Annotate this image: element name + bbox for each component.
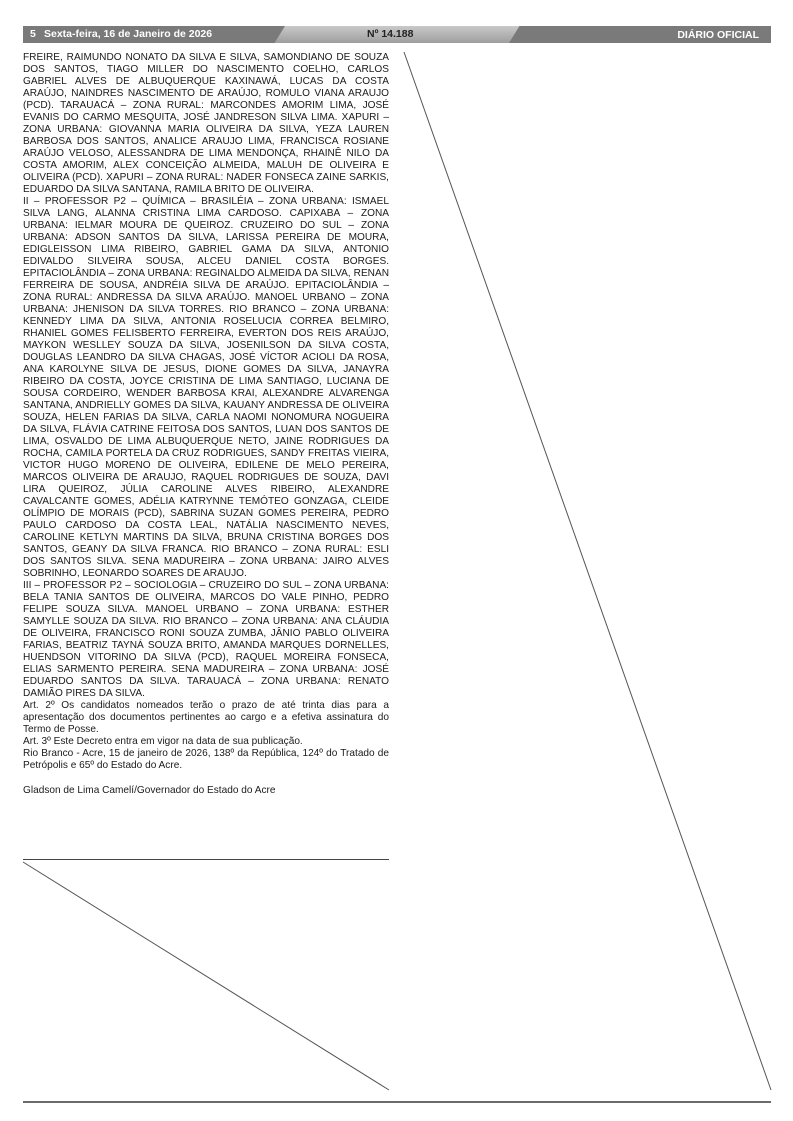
decree-text-column	[23, 52, 389, 797]
article-3: Art. 3º Este Decreto entra em vigor na data de sua publicação.	[23, 736, 303, 747]
signature-line: Gladson de Lima Camelí/Governador do Estado do Acre	[23, 785, 276, 796]
footer-rule	[23, 1101, 771, 1103]
column-end-rule	[23, 859, 389, 860]
left-column-strikeout-line	[23, 862, 389, 1090]
page-number: 5	[30, 28, 36, 40]
section-iii-sociologia: III – PROFESSOR P2 – SOCIOLOGIA – CRUZEIRO DO SUL – ZONA URBANA: BELA TANIA SANTOS DE OLIVEIRA, MARCOS DO VALE PINHO, PEDRO FELIPE SOUZA SILVA. MANOEL URBANO – ZONA URBANA: ESTHER SAMYLLE SOUZA DA SILVA. RIO BRANCO – ZONA URBANA: ANA CLÁUDIA DE OLIVEIRA, FRANCISCO RONI SOUZA ZUMBA, JÂNIO PABLO OLIVEIRA FARIAS, BEATRIZ TAYNÁ SOUZA BRITO, AMANDA MARQUES DORNELLES, HUENDSON VITORINO DA SILVA (PCD), RAQUEL MOREIRA FONSECA, ELIAS SARMENTO PEREIRA. SENA MADUREIRA – ZONA URBANA: JOSÉ EDUARDO SANTOS DA SILVA. TARAUACÁ – ZONA URBANA: RENATO DAMIÃO PIRES DA SILVA.	[23, 580, 389, 699]
issue-number: Nº 14.188	[367, 28, 414, 40]
article-2: Art. 2º Os candidatos nomeados terão o prazo de até trinta dias para a apresentação dos documentos pertinentes ao cargo e a efetiva assinatura do Termo de Posse.	[23, 700, 389, 735]
section-ii-quimica: II – PROFESSOR P2 – QUÍMICA – BRASILÉIA – ZONA URBANA: ISMAEL SILVA LANG, ALANNA CRISTINA LIMA CARDOSO. CAPIXABA – ZONA URBANA: IELMAR MOURA DE QUEIROZ. CRUZEIRO DO SUL – ZONA URBANA: ADSON SANTOS DA SILVA, LARISSA PEREIRA DE MOURA, EDIGLEISSON LIMA RIBEIRO, GABRIEL GAMA DA SILVA, ANTONIO EDIVALDO SILVEIRA SOUSA, ALCEU DANIEL COSTA BORGES. EPITACIOLÂNDIA – ZONA URBANA: REGINALDO ALMEIDA DA SILVA, RENAN FERREIRA DE SOUSA, ANDRÉIA SILVA DE ARAÚJO. EPITACIOLÂNDIA – ZONA RURAL: ANDRESSA DA SILVA ARAÚJO. MANOEL URBANO – ZONA URBANA: JHENISON DA SILVA TORRES. RIO BRANCO – ZONA URBANA: KENNEDY LIMA DA SILVA, ANTONIA ROSELUCIA CORREA BELMIRO, RHANIEL GOMES FELISBERTO FERREIRA, EVERTON DOS REIS ARAÚJO, MAYKON WESLLEY SOUZA DA SILVA, JOSENILSON DA SILVA COSTA, DOUGLAS LEANDRO DA SILVA CHAGAS, JOSÉ VÍCTOR ACIOLI DA ROSA, ANA KAROLYNE SILVA DE JESUS, DIONE GOMES DA SILVA, JANAYRA RIBEIRO DA COSTA, JOYCE CRISTINA DE LIMA SANTIAGO, LUCIANA DE SOUSA CORDEIRO, WENDER BARBOSA KRAI, ALEXANDRE ALVARENGA SANTANA, ANDRIELLY GOMES DA SILVA, KAUANY ANDRESSA DE OLIVEIRA SOUZA, HELEN FARIAS DA SILVA, CARLA NAOMI NONOMURA NOGUEIRA DA SILVA, FLÁVIA CATRINE FEITOSA DOS SANTOS, LUAN DOS SANTOS DE LIMA, OSVALDO DE LIMA ALBUQUERQUE NETO, JAINE RODRIGUES DA ROCHA, CAMILA PORTELA DA CRUZ RODRIGUES, SANDY FREITAS VIEIRA, VICTOR HUGO MORENO DE OLIVEIRA, EDILENE DE MELO PEREIRA, MARCOS OLIVEIRA DE ARAUJO, RAQUEL RODRIGUES DE SOUZA, DAVI LIRA QUEIROZ, JÚLIA CAROLINE ALVES RIBEIRO, ALEXANDRE CAVALCANTE GOMES, ADÉLIA KATRYNNE TEMÓTEO GONZAGA, CLEIDE OLÍMPIO DE MORAIS (PCD), SABRINA SUZAN GOMES PEREIRA, PEDRO PAULO CARDOSO DA COSTA LEAL, NATÁLIA NASCIMENTO NEVES, CAROLINE KETLYN MARTINS DA SILVA, BRUNA CRISTINA BORGES DOS SANTOS, GEANY DA SILVA FRANCA. RIO BRANCO – ZONA RURAL: ESLI DOS SANTOS SILVA. SENA MADUREIRA – ZONA URBANA: JAIRO ALVES SOBRINHO, LEONARDO SOARES DE ARAUJO.	[23, 196, 389, 579]
issue-date: Sexta-feira, 16 de Janeiro de 2026	[44, 28, 213, 40]
names-paragraph: FREIRE, RAIMUNDO NONATO DA SILVA E SILVA, SAMONDIANO DE SOUZA DOS SANTOS, TIAGO MILLER DO NASCIMENTO COELHO, CARLOS GABRIEL ALVES DE ALBUQUERQUE KAXINAWÁ, LUCAS DA COSTA ARAÚJO, NAINDRES NASCIMENTO DE ARAÚJO, ROMULO VIANA ARAUJO (PCD). TARAUACÁ – ZONA RURAL: MARCONDES AMORIM LIMA, JOSÉ EVANIS DO CARMO MESQUITA, JOSÉ JANDRESON SILVA LIMA. XAPURI – ZONA URBANA: GIOVANNA MARIA OLIVEIRA DA SILVA, YEZA LAUREN BARBOSA DOS SANTOS, ANALICE ARAUJO LIMA, FRANCISCA ROSIANE ARAÚJO VELOSO, ALESSANDRA DE LIMA MENDONÇA, RHAINÊ NILO DA COSTA AMORIM, ALEX CONCEIÇÃO ALMEIDA, MALUH DE OLIVEIRA E OLIVEIRA (PCD). XAPURI – ZONA RURAL: NADER FONSECA ZAINE SARKIS, EDUARDO DA SILVA SANTANA, RAMILA BRITO DE OLIVEIRA.	[23, 52, 389, 195]
page-header	[23, 26, 771, 43]
place-and-date: Rio Branco - Acre, 15 de janeiro de 2026, 138º da República, 124º do Tratado de Petrópolis e 65º do Estado do Acre.	[23, 748, 389, 771]
publication-title: DIÁRIO OFICIAL	[677, 29, 759, 41]
right-column-strikeout-line	[404, 52, 771, 1090]
